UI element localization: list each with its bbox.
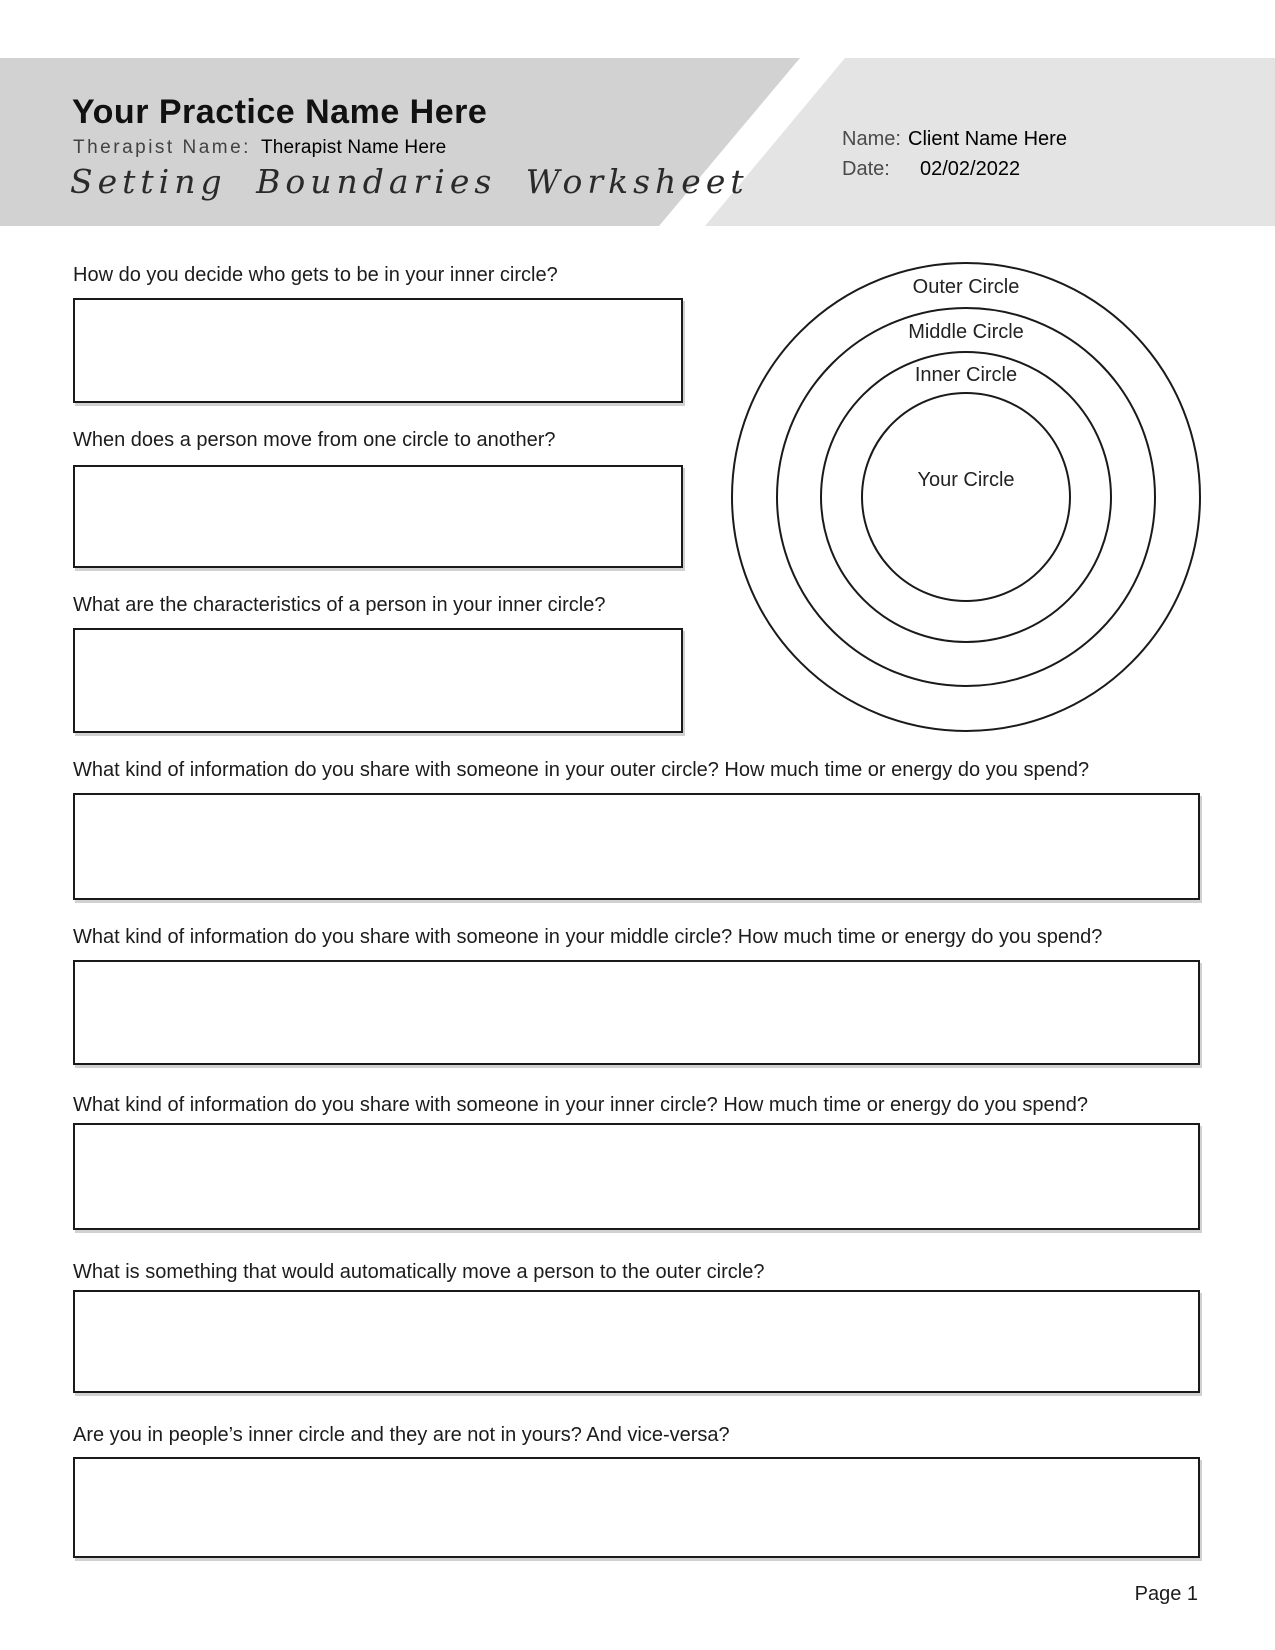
therapist-name-value: Therapist Name Here: [260, 137, 447, 158]
answer-box-5[interactable]: [73, 960, 1200, 1065]
question-8-label: Are you in people’s inner circle and they are not in yours? And vice-versa?: [73, 1424, 730, 1446]
question-4-label: What kind of information do you share with someone in your outer circle? How much time or energy do you spend?: [73, 759, 1090, 781]
date-value: 02/02/2022: [920, 158, 1021, 180]
answer-box-8[interactable]: [73, 1457, 1200, 1558]
middle-circle-label: Middle Circle: [908, 321, 1024, 343]
client-name-label: Name:: [842, 128, 901, 150]
answer-box-7[interactable]: [73, 1290, 1200, 1393]
worksheet-title: Setting Boundaries Worksheet: [70, 162, 749, 201]
question-3-label: What are the characteristics of a person in your inner circle?: [73, 594, 606, 616]
answer-box-3[interactable]: [73, 628, 683, 733]
question-5-label: What kind of information do you share with someone in your middle circle? How much time or energy do you spend?: [73, 926, 1103, 948]
question-7-label: What is something that would automatically move a person to the outer circle?: [73, 1261, 765, 1283]
question-6-label: What kind of information do you share with someone in your inner circle? How much time or energy do you spend?: [73, 1094, 1088, 1116]
therapist-row: [73, 137, 446, 159]
answer-box-1[interactable]: [73, 298, 683, 403]
therapist-name-label: Therapist Name:: [73, 137, 251, 158]
your-circle-label: Your Circle: [917, 469, 1015, 491]
client-name-value: Client Name Here: [908, 128, 1067, 150]
question-2-label: When does a person move from one circle to another?: [73, 429, 556, 451]
page-number: Page 1: [1134, 1583, 1198, 1605]
practice-name: Your Practice Name Here: [72, 93, 488, 131]
outer-circle-label: Outer Circle: [912, 276, 1020, 298]
date-label: Date:: [842, 158, 890, 180]
answer-box-6[interactable]: [73, 1123, 1200, 1230]
your-circle-ring: [861, 392, 1071, 602]
question-1-label: How do you decide who gets to be in your inner circle?: [73, 264, 558, 286]
answer-box-2[interactable]: [73, 465, 683, 568]
inner-circle-label: Inner Circle: [914, 364, 1018, 386]
answer-box-4[interactable]: [73, 793, 1200, 900]
